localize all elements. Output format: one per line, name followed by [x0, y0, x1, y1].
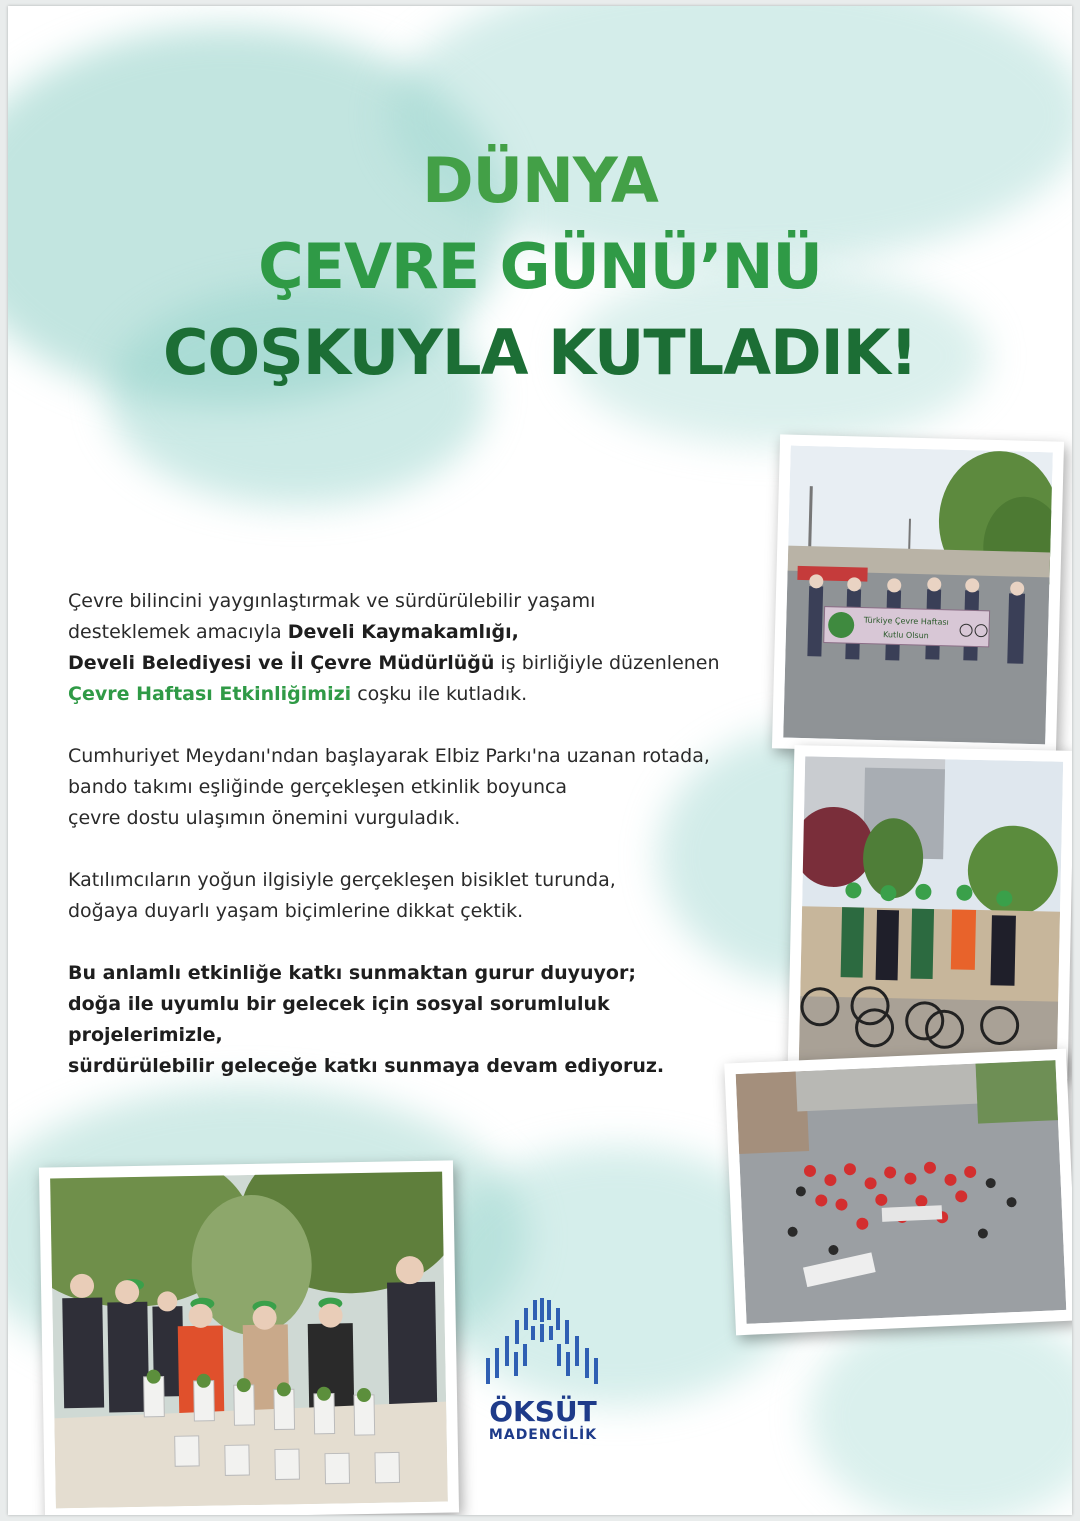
paragraph-text: bando takımı eşliğinde gerçekleşen etkinlik boyunca [68, 776, 568, 798]
crowd-image [736, 1060, 1067, 1324]
bold-text: Develi Kaymakamlığı, [287, 621, 519, 643]
page-title [8, 138, 1072, 396]
title-line-3: COŞKUYLA KUTLADIK! [162, 316, 918, 389]
bold-text: Develi Belediyesi ve İl Çevre Müdürlüğü [68, 652, 495, 674]
paragraph-text: iş birliğiyle düzenlenen [494, 652, 720, 674]
cyclists-image [799, 756, 1063, 1067]
bold-text: doğa ile uyumlu bir gelecek için sosyal sorumluluk projelerimizle, [68, 993, 610, 1046]
team-image [50, 1172, 448, 1509]
logo-name: ÖKSÜT [489, 1395, 597, 1428]
paragraph-text: Katılımcıların yoğun ilgisiyle gerçekleşen bisiklet turunda, [68, 869, 616, 891]
photo-team [39, 1160, 459, 1515]
paragraph-intro [68, 586, 768, 710]
photo-parade [772, 434, 1064, 755]
body-text [68, 586, 768, 1113]
paragraph-text: Cumhuriyet Meydanı'ndan başlayarak Elbiz Parkı'na uzanan rotada, [68, 745, 710, 767]
oksut-logo-mark [483, 1296, 603, 1388]
paragraph-route [68, 741, 768, 834]
parade-image [783, 446, 1053, 745]
banner-text-1: Türkiye Çevre Haftası [863, 615, 949, 627]
logo-subtitle: MADENCİLİK [488, 1427, 598, 1443]
banner-text-2: Kutlu Olsun [882, 630, 929, 641]
paragraph-text: doğaya duyarlı yaşam biçimlerine dikkat çektik. [68, 900, 524, 922]
paragraph-closing [68, 958, 768, 1082]
watercolor-wash [808, 1306, 1072, 1515]
title-line-2: ÇEVRE GÜNÜ’NÜ [258, 230, 822, 303]
paragraph-text: desteklemek amacıyla [68, 621, 288, 643]
oksut-logo [478, 1296, 608, 1443]
paragraph-bicycle [68, 865, 768, 927]
highlight-text: Çevre Haftası Etkinliğimizi [68, 683, 352, 705]
paragraph-text: coşku ile kutladık. [351, 683, 528, 705]
photo-crowd-aerial [724, 1049, 1072, 1336]
bold-text: sürdürülebilir geleceğe katkı sunmaya devam ediyoruz. [68, 1055, 665, 1077]
bold-text: Bu anlamlı etkinliğe katkı sunmaktan gurur duyuyor; [68, 962, 636, 984]
title-line-1: DÜNYA [422, 144, 658, 217]
photo-cyclists [788, 745, 1072, 1079]
paragraph-text: çevre dostu ulaşımın önemini vurguladık. [68, 807, 461, 829]
poster-page [8, 6, 1072, 1515]
paragraph-text: Çevre bilincini yaygınlaştırmak ve sürdürülebilir yaşamı [68, 590, 596, 612]
